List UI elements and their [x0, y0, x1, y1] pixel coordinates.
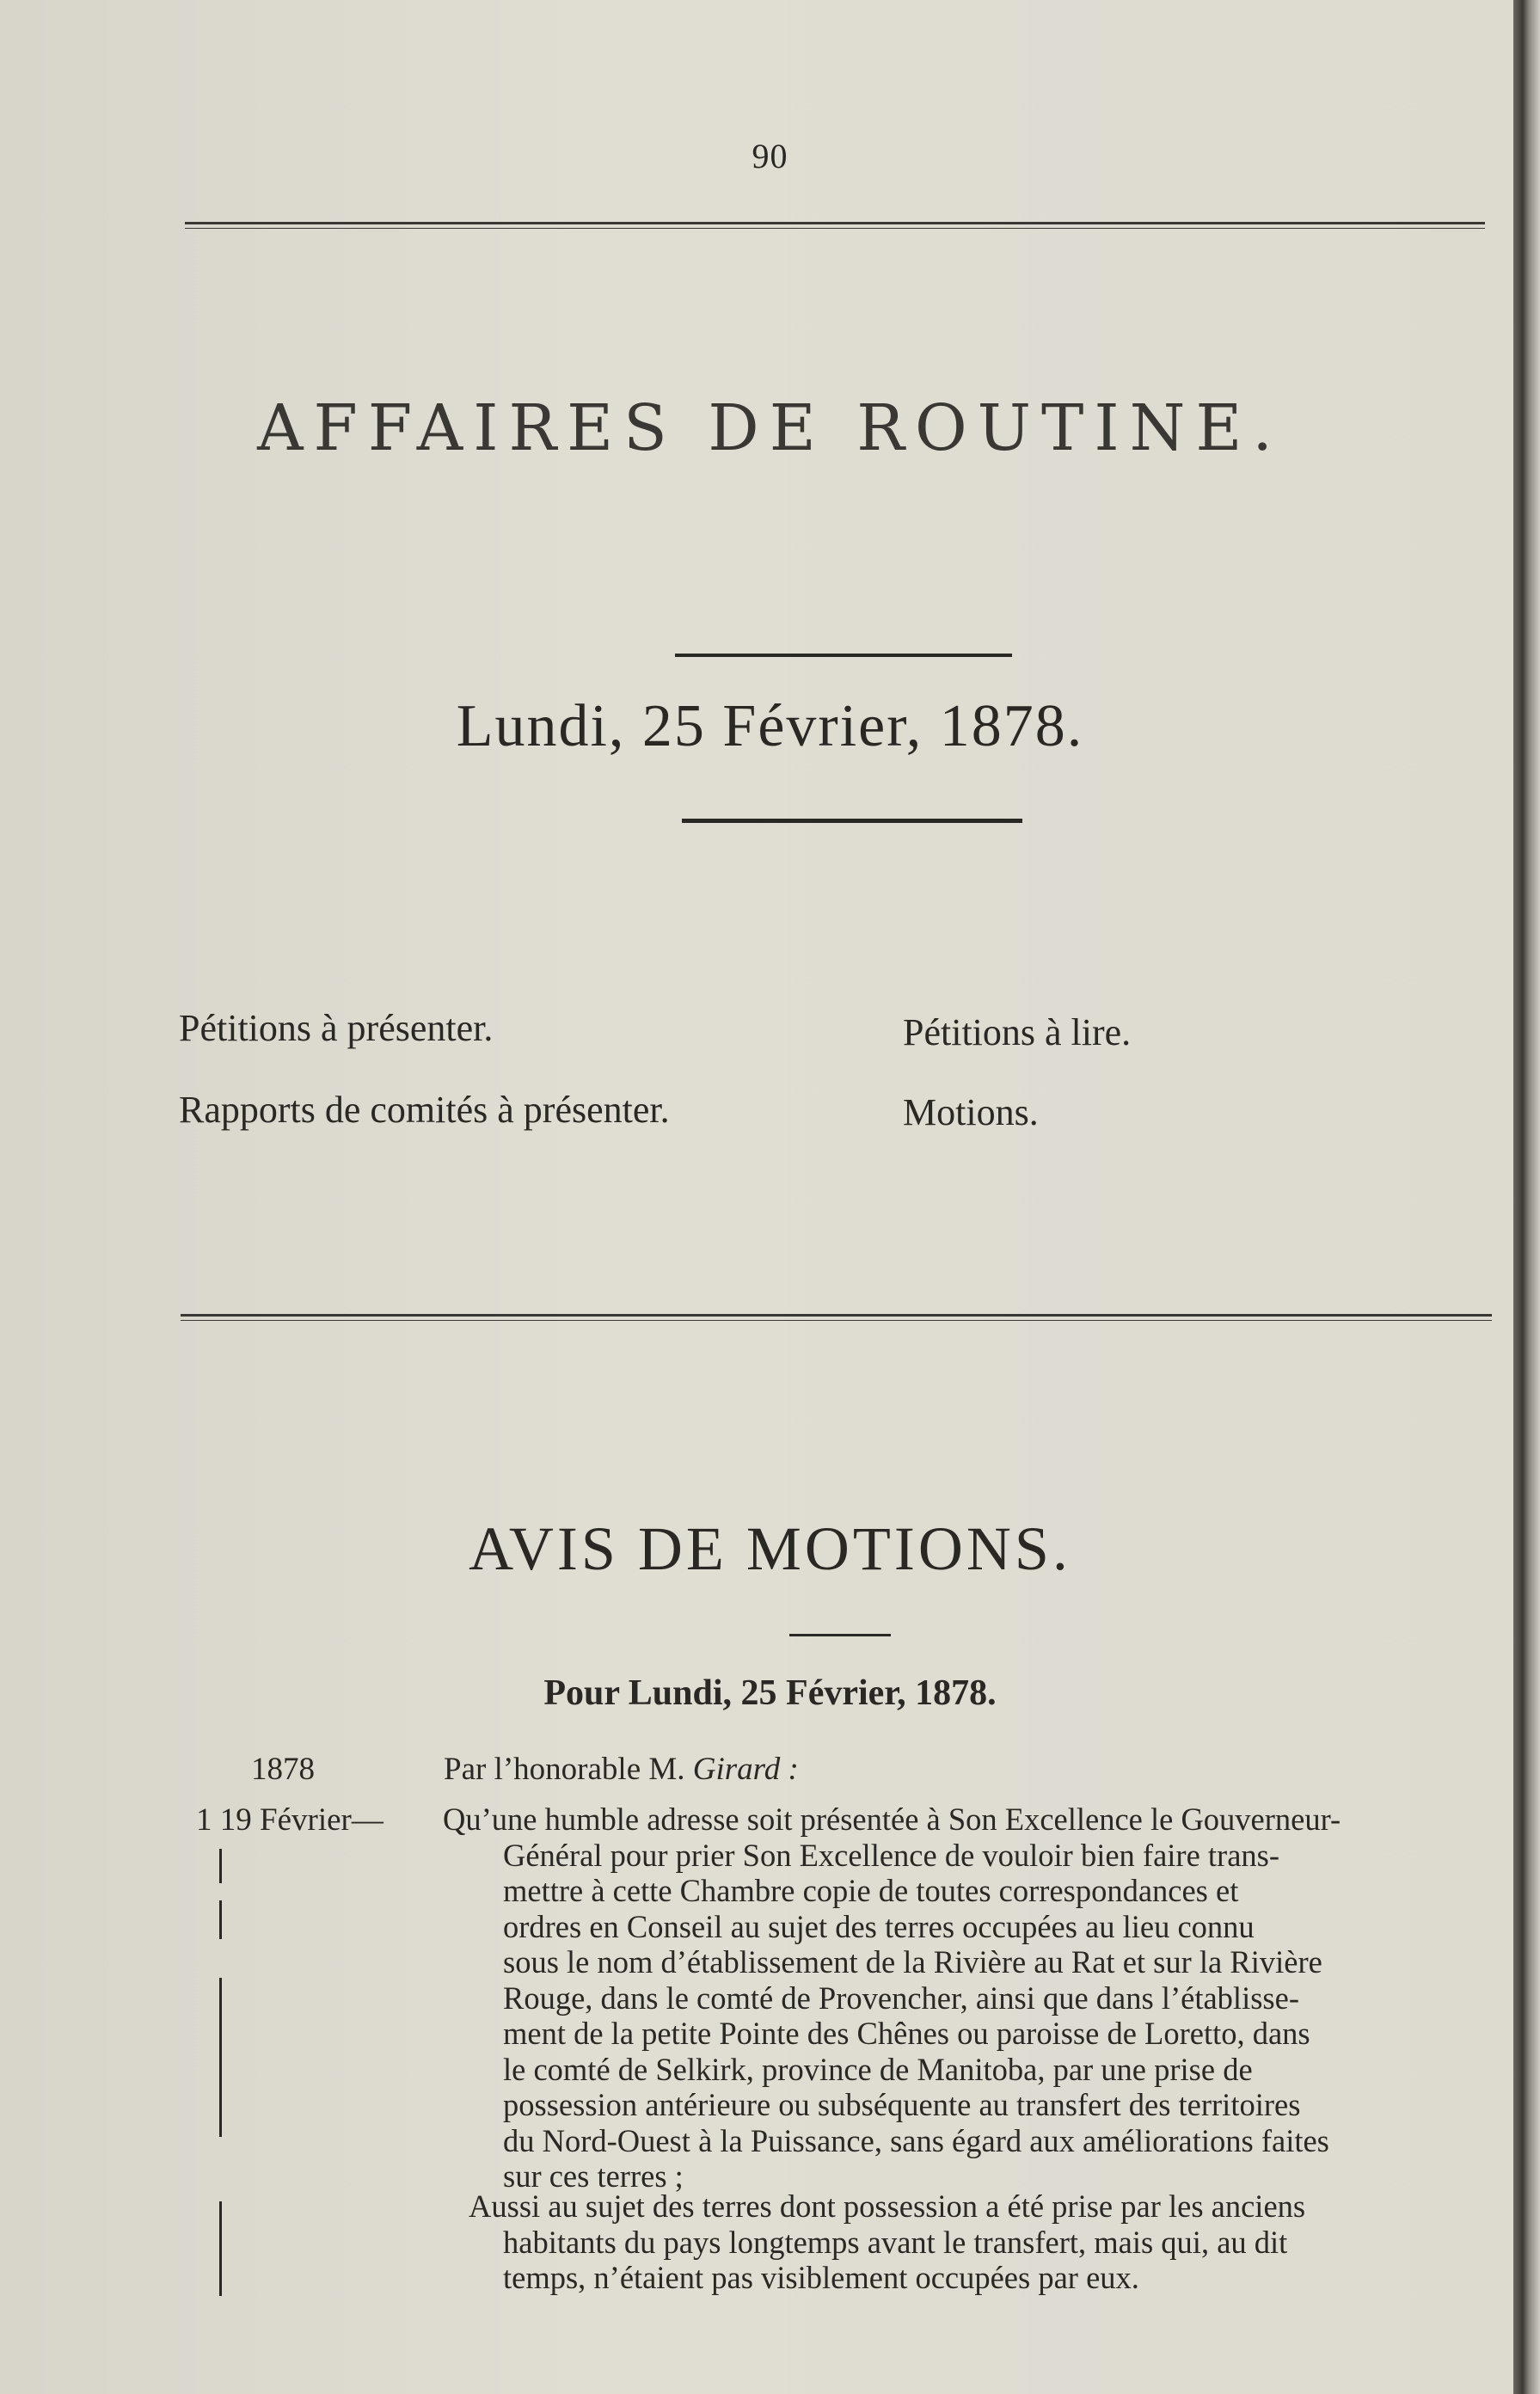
routine-rule-upper: [675, 654, 1012, 657]
page-number: 90: [752, 137, 788, 175]
motion-line: Général pour prier Son Excellence de vouloir bien faire trans-: [503, 1837, 1280, 1873]
motion-second-paragraph: [469, 2188, 1488, 2296]
margin-marker: [219, 1849, 222, 1883]
motion-line: mettre à cette Chambre copie de toutes correspondances et: [503, 1873, 1239, 1908]
avis-rule: [789, 1634, 891, 1636]
margin-marker: [219, 1978, 222, 2137]
routine-item-rapports: Rapports de comités à présenter.: [179, 1089, 670, 1131]
motion-number-date: 1 19 Février—: [196, 1802, 383, 1838]
motion-first-line: Qu’une humble adresse soit présentée à Son Excellence le Gouverneur-: [443, 1802, 1341, 1837]
routine-title: AFFAIRES DE ROUTINE.: [257, 391, 1283, 465]
motion-line: habitants du pays longtemps avant le transfert, mais qui, au dit: [503, 2224, 1288, 2260]
motion-line: le comté de Selkirk, province de Manitoba, par une prise de: [503, 2051, 1253, 2087]
motion-text: [443, 1802, 1488, 2194]
routine-item-motions: Motions.: [903, 1091, 1039, 1133]
motion-second-first-line: Aussi au sujet des terres dont possession a été prise par les anciens: [469, 2188, 1306, 2224]
top-double-rule: [185, 222, 1485, 229]
margin-marker: [219, 2201, 222, 2296]
routine-rule-lower: [682, 819, 1022, 823]
middle-double-rule: [181, 1314, 1492, 1321]
margin-marker: [219, 1900, 222, 1939]
avis-pour-date: Pour Lundi, 25 Février, 1878.: [543, 1673, 997, 1713]
motion-line: temps, n’étaient pas visiblement occupées par eux.: [503, 2260, 1139, 2295]
avis-title: AVIS DE MOTIONS.: [469, 1514, 1071, 1583]
book-spine: [1513, 0, 1540, 2394]
motion-line: ment de la petite Pointe des Chênes ou paroisse de Loretto, dans: [503, 2016, 1310, 2051]
motion-author-name: Girard :: [692, 1752, 799, 1787]
routine-date: Lundi, 25 Février, 1878.: [456, 693, 1084, 759]
motion-line: possession antérieure ou subséquente au transfert des territoires: [503, 2087, 1301, 2122]
routine-item-petitions-lire: Pétitions à lire.: [903, 1011, 1132, 1053]
routine-item-petitions-presenter: Pétitions à présenter.: [179, 1007, 494, 1049]
motion-author: [444, 1751, 799, 1788]
motion-line: Rouge, dans le comté de Provencher, ainsi que dans l’établisse-: [503, 1980, 1299, 2016]
motion-line: du Nord-Ouest à la Puissance, sans égard aux améliorations faites: [503, 2122, 1329, 2158]
motion-year: 1878: [251, 1752, 315, 1787]
motion-line: sous le nom d’établissement de la Rivière au Rat et sur la Rivière: [503, 1944, 1322, 1980]
motion-line: ordres en Conseil au sujet des terres occupées au lieu connu: [503, 1908, 1255, 1944]
motion-line: sur ces terres ;: [503, 2158, 684, 2194]
motion-author-prefix: Par l’honorable M.: [444, 1752, 693, 1787]
